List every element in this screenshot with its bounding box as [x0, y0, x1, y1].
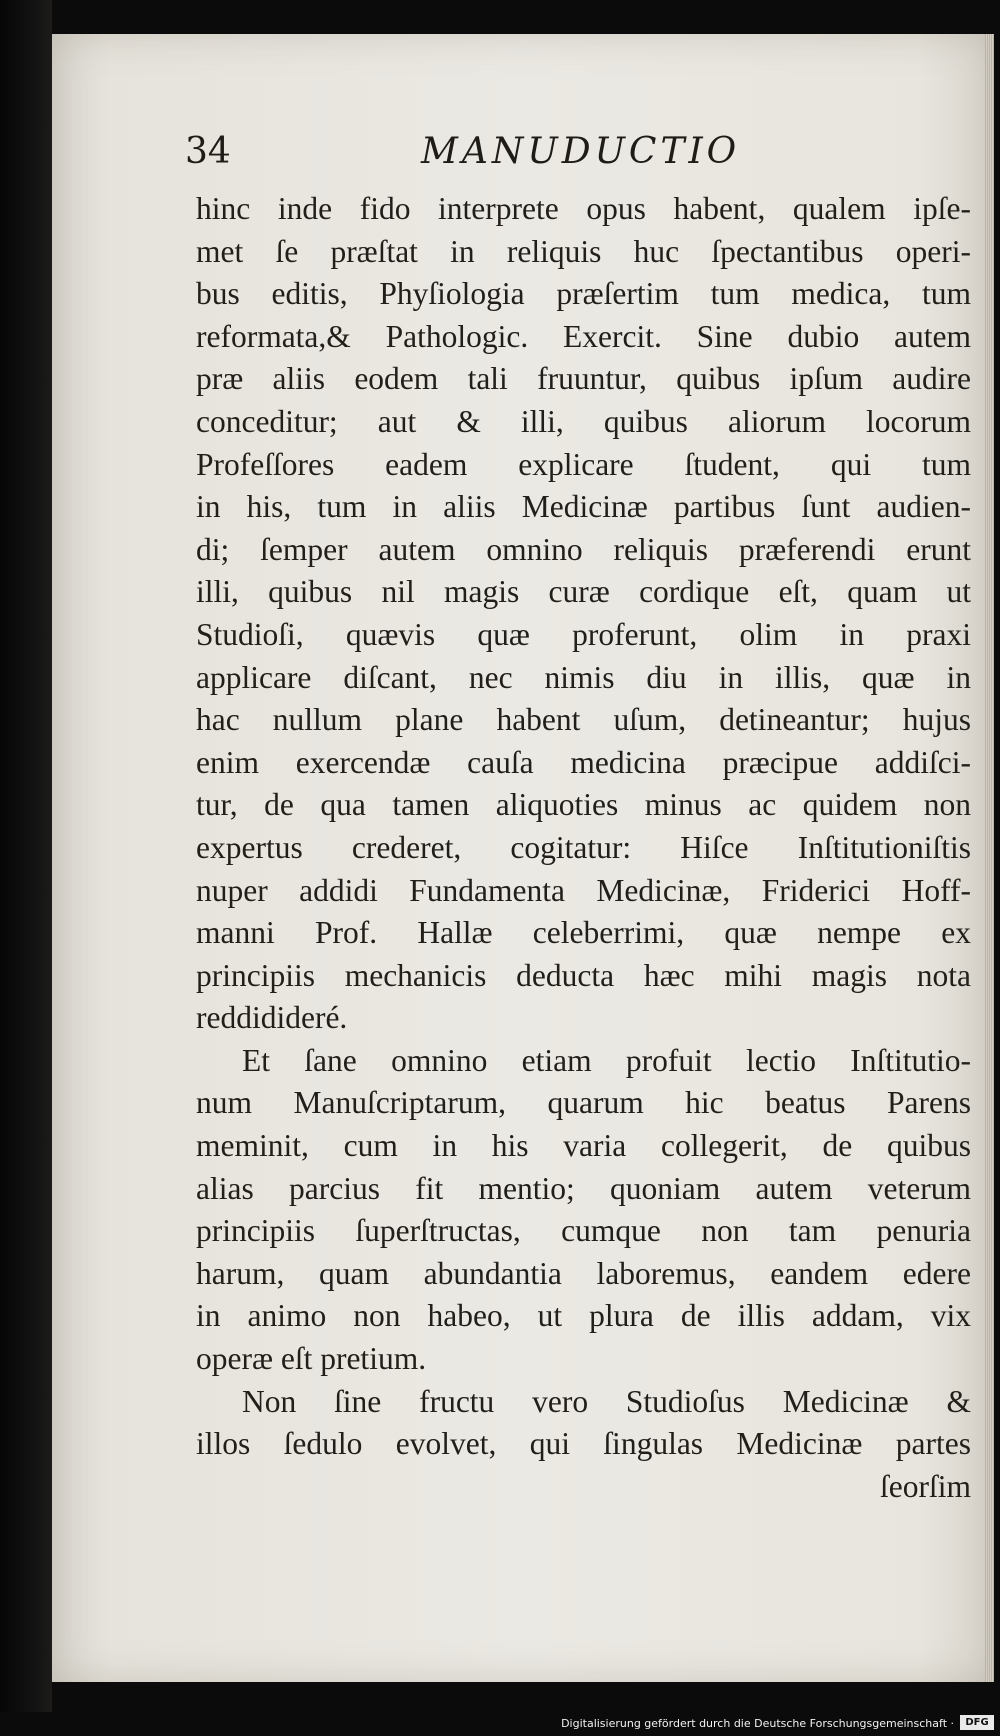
text-line: hac nullum plane habent uſum, detineantur; hujus — [196, 702, 971, 738]
text-line: illos ſedulo evolvet, qui ſingulas Medicinæ partes — [196, 1426, 971, 1462]
text-line: præ aliis eodem tali fruuntur, quibus ipſum audire — [196, 361, 971, 397]
text-line: principiis mechanicis deducta hæc mihi magis nota — [196, 957, 971, 993]
text-line: Et ſane omnino etiam profuit lectio Inſtitutio- — [242, 1042, 971, 1078]
text-line: hinc inde fido interprete opus habent, qualem ipſe- — [196, 191, 971, 226]
text-line: reformata,& Pathologic. Exercit. Sine dubio autem — [196, 318, 971, 354]
text-line: nuper addidi Fundamenta Medicinæ, Friderici Hoff- — [196, 872, 971, 908]
text-line: num Manuſcriptarum, quarum hic beatus Parens — [196, 1085, 971, 1121]
page-fore-edge — [985, 34, 994, 1682]
text-line: met ſe præſtat in reliquis huc ſpectantibus operi- — [196, 233, 971, 269]
text-line: bus editis, Phyſiologia præſertim tum medica, tum — [196, 276, 971, 312]
body-text — [196, 188, 971, 1508]
text-line: harum, quam abundantia laboremus, eandem edere — [196, 1255, 971, 1291]
digitization-credit: Digitalisierung gefördert durch die Deutsche Forschungsgemeinschaft · — [561, 1717, 954, 1730]
text-line: in his, tum in aliis Medicinæ partibus ſunt audien- — [196, 489, 971, 525]
text-line: reddidideré. — [196, 1000, 348, 1036]
text-line: conceditur; aut & illi, quibus aliorum locorum — [196, 403, 971, 439]
text-line: Non ſine fructu vero Studioſus Medicinæ & — [242, 1383, 971, 1419]
text-line: alias parcius fit mentio; quoniam autem veterum — [196, 1170, 971, 1206]
text-line: meminit, cum in his varia collegerit, de quibus — [196, 1128, 971, 1164]
text-line: applicare diſcant, nec nimis diu in illis, quæ in — [196, 659, 971, 695]
page-header — [185, 131, 741, 179]
text-line: principiis ſuperſtructas, cumque non tam penuria — [196, 1213, 971, 1249]
text-line: enim exercendæ cauſa medicina præcipue addiſci- — [196, 744, 971, 780]
text-line: expertus crederet, cogitatur: Hiſce Inſtitutioniſtis — [196, 829, 971, 865]
text-line: in animo non habeo, ut plura de illis addam, vix — [196, 1298, 971, 1334]
book-spine-shadow — [0, 0, 52, 1736]
catchword: ſeorſim — [880, 1468, 971, 1504]
text-line: manni Prof. Hallæ celeberrimi, quæ nempe ex — [196, 915, 971, 951]
text-line: operæ eſt pretium. — [196, 1341, 427, 1377]
text-line: Studioſi, quævis quæ proferunt, olim in praxi — [196, 616, 971, 652]
text-line: Profeſſores eadem explicare ſtudent, qui tum — [196, 446, 971, 482]
text-line: di; ſemper autem omnino reliquis præferendi erunt — [196, 531, 971, 567]
text-line: tur, de qua tamen aliquoties minus ac quidem non — [196, 787, 971, 823]
page-number: 34 — [185, 131, 231, 172]
running-title: MANUDUCTIO — [421, 131, 741, 172]
text-line: illi, quibus nil magis curæ cordique eſt, quam ut — [196, 574, 971, 610]
dfg-logo: DFG — [960, 1715, 994, 1730]
